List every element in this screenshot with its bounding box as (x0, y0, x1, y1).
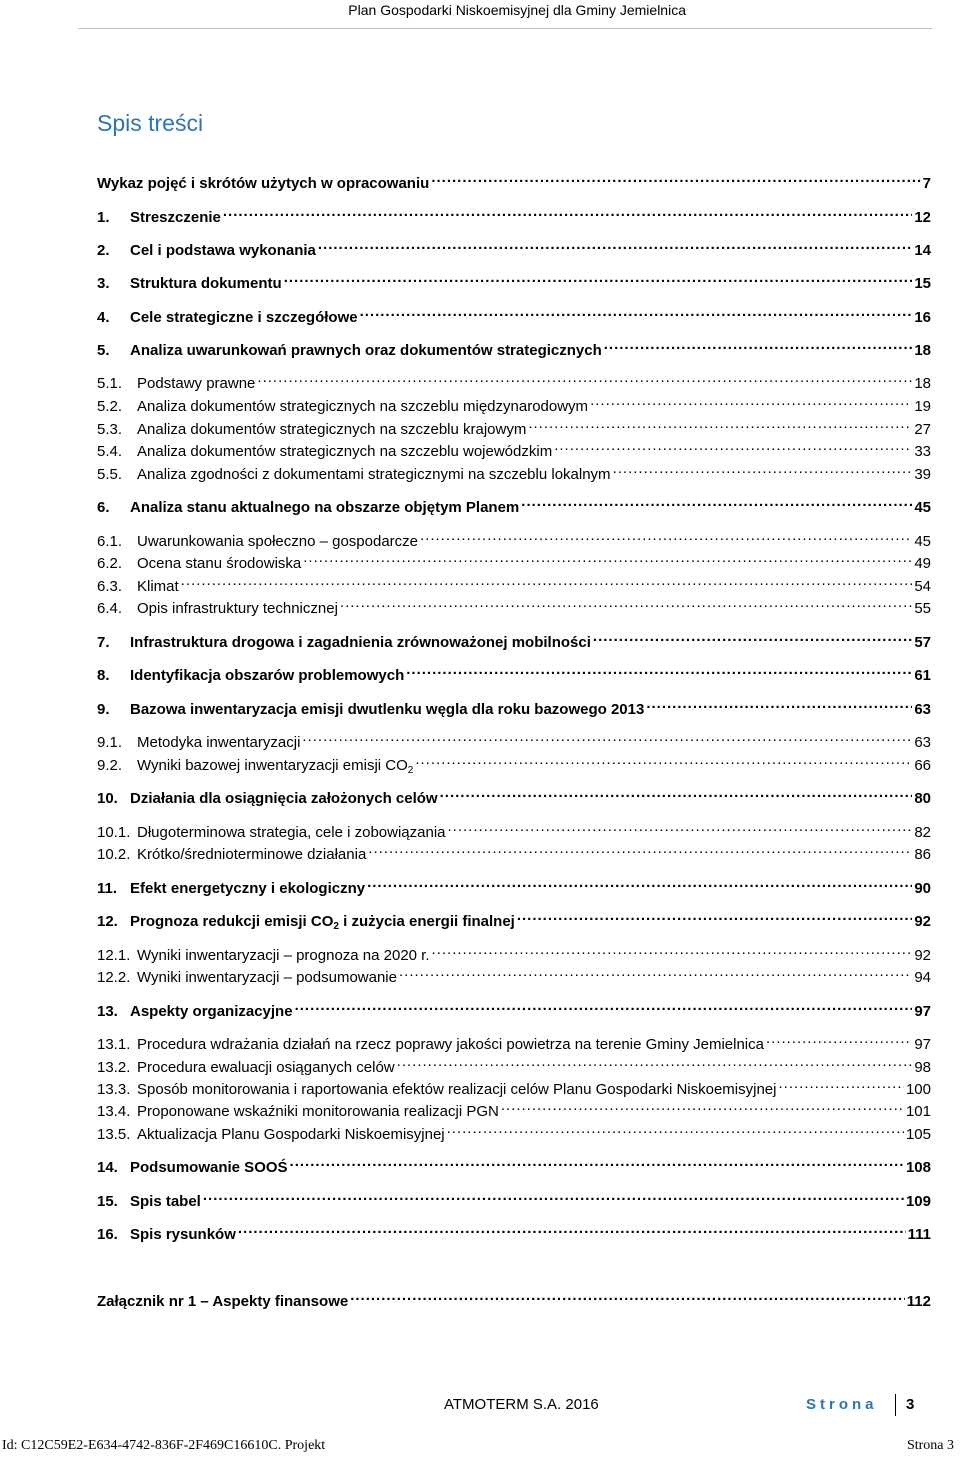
toc-entry-label (130, 912, 515, 932)
toc-entry-page: 18 (914, 375, 931, 392)
toc-dot-leader (778, 1074, 903, 1094)
toc-entry-number: 5. (97, 342, 110, 359)
toc-entry[interactable] (97, 492, 931, 516)
toc-entry-label (130, 498, 519, 518)
toc-entry-number: 5.3. (97, 421, 123, 438)
toc-entry-number: 7. (97, 634, 110, 651)
toc-entry[interactable] (97, 750, 931, 776)
toc-entry[interactable] (97, 996, 931, 1020)
toc-entry-number: 10.1. (97, 824, 131, 841)
toc-entry-page: 80 (914, 790, 931, 807)
toc-entry-label-text: Spis rysunków (130, 1226, 236, 1243)
toc-entry-label-suffix: i zużycia energii finalnej (338, 913, 515, 930)
toc-entry-number: 3. (97, 275, 110, 292)
toc-entry-number: 11. (97, 880, 118, 897)
toc-entry-label-text: Analiza zgodności z dokumentami strategicznymi na szczeblu lokalnym (137, 466, 611, 483)
toc-dot-leader (604, 335, 913, 355)
toc-dot-leader (284, 268, 913, 288)
toc-entry-label-text: Ocena stanu środowiska (137, 555, 302, 572)
toc-entry-number: 5.4. (97, 443, 123, 460)
toc-entry-label (130, 341, 602, 361)
toc-entry[interactable] (97, 526, 931, 550)
toc-entry[interactable] (97, 1186, 931, 1210)
toc-entry-label-text: Infrastruktura drogowa i zagadnienia zrównoważonej mobilności (130, 634, 591, 651)
toc-entry[interactable] (97, 627, 931, 651)
toc-dot-leader (367, 873, 912, 893)
toc-entry-number: 9. (97, 701, 110, 718)
toc-entry-label-text: Działania dla osiągnięcia założonych celów (130, 790, 438, 807)
toc-entry-page: 15 (914, 275, 931, 292)
toc-entry-number: 15. (97, 1193, 118, 1210)
toc-entry-label (137, 1125, 445, 1145)
toc-entry-label-text: Opis infrastruktury technicznej (137, 600, 338, 617)
toc-entry-number: 6. (97, 499, 110, 516)
toc-entry-page: 19 (914, 398, 931, 415)
toc-entry-page: 39 (914, 466, 931, 483)
toc-dot-leader (431, 168, 920, 188)
toc-entry-label-text: Analiza dokumentów strategicznych na szczeblu wojewódzkim (137, 443, 553, 460)
toc-entry-page: 55 (914, 600, 931, 617)
toc-entry-label (130, 700, 644, 720)
toc-entry[interactable] (97, 1119, 931, 1143)
toc-entry-label-text: Załącznik nr 1 – Aspekty finansowe (97, 1293, 349, 1310)
toc-entry-label-text: Podsumowanie SOOŚ (130, 1159, 288, 1176)
toc-entry-label-text: Analiza uwarunkowań prawnych oraz dokumentów strategicznych (130, 342, 602, 359)
toc-entry-label-text: Spis tabel (130, 1193, 201, 1210)
toc-entry-label (137, 845, 366, 865)
toc-entry-number: 6.3. (97, 578, 123, 595)
toc-entry[interactable] (97, 548, 931, 572)
toc-entry[interactable] (97, 660, 931, 684)
toc-entry-number: 13.4. (97, 1103, 131, 1120)
toc-entry[interactable] (97, 906, 931, 932)
page-indicator: Strona 3 (906, 1438, 954, 1453)
toc-entry-label-text: Procedura ewaluacji osiąganych celów (137, 1059, 395, 1076)
toc-dot-leader (590, 391, 912, 411)
toc-entry-number: 14. (97, 1159, 118, 1176)
toc-entry-label (130, 879, 365, 899)
toc-entry-label-text: Aspekty organizacyjne (130, 1003, 293, 1020)
toc-entry-label-text: Długoterminowa strategia, cele i zobowiązania (137, 824, 446, 841)
toc-entry-label (137, 465, 611, 485)
toc-entry-number: 4. (97, 309, 110, 326)
toc-entry-number: 1. (97, 209, 110, 226)
toc-entry-label (130, 1225, 236, 1245)
toc-entry-page: 105 (905, 1126, 931, 1143)
toc-dot-leader (303, 548, 912, 568)
toc-entry[interactable] (97, 168, 931, 192)
toc-entry-page: 94 (914, 969, 931, 986)
toc-entry-page: 49 (914, 555, 931, 572)
toc-entry[interactable] (97, 235, 931, 259)
document-id: Id: C12C59E2-E634-4742-836F-2F469C16610C. Projekt (2, 1438, 326, 1453)
toc-entry[interactable] (97, 783, 931, 807)
toc-dot-leader (593, 627, 912, 647)
toc-dot-leader (368, 839, 912, 859)
toc-entry-label (130, 666, 404, 686)
toc-entry-label (130, 274, 282, 294)
toc-entry-label (137, 968, 397, 988)
toc-entry-label (137, 599, 338, 619)
toc-entry-label-text: Wyniki inwentaryzacji – prognoza na 2020 r. (137, 947, 430, 964)
toc-dot-leader (238, 1219, 906, 1239)
toc-entry[interactable] (97, 268, 931, 292)
toc-entry-page: 112 (906, 1293, 931, 1310)
toc-entry-label-text: Metodyka inwentaryzacji (137, 734, 301, 751)
toc-entry-label-text: Wyniki inwentaryzacji – podsumowanie (137, 969, 397, 986)
toc-entry[interactable] (97, 1029, 931, 1053)
toc-entry-page: 63 (914, 701, 931, 718)
toc-entry[interactable] (97, 571, 931, 595)
toc-entry[interactable] (97, 940, 931, 964)
toc-entry[interactable] (97, 1052, 931, 1076)
toc-entry-label-text: Proponowane wskaźniki monitorowania realizacji PGN (137, 1103, 499, 1120)
toc-dot-leader (203, 1186, 904, 1206)
toc-entry-page: 54 (914, 578, 931, 595)
toc-entry-page: 90 (914, 880, 931, 897)
toc-entry-page: 7 (922, 175, 931, 192)
toc-entry-number: 8. (97, 667, 110, 684)
toc-entry-label-text: Aktualizacja Planu Gospodarki Niskoemisyjnej (137, 1126, 445, 1143)
toc-entry-label-text: Streszczenie (130, 209, 221, 226)
toc-dot-leader (415, 750, 912, 770)
toc-dot-leader (646, 694, 912, 714)
toc-entry-number: 5.2. (97, 398, 123, 415)
toc-entry-label-text: Krótko/średnioterminowe działania (137, 846, 367, 863)
toc-dot-leader (302, 727, 912, 747)
toc-dot-leader (447, 1119, 904, 1139)
toc-dot-leader (613, 459, 913, 479)
toc-entry[interactable] (97, 962, 931, 986)
toc-entry-page: 45 (914, 533, 931, 550)
toc-entry-page: 92 (914, 913, 931, 930)
toc-entry-page: 98 (914, 1059, 931, 1076)
toc-dot-leader (766, 1029, 912, 1049)
toc-entry-page: 66 (914, 757, 931, 774)
toc-entry-label (137, 756, 413, 776)
toc-entry-page: 63 (914, 734, 931, 751)
toc-entry-label-text: Analiza dokumentów strategicznych na szczeblu międzynarodowym (137, 398, 589, 415)
toc-entry-page: 33 (914, 443, 931, 460)
toc-entry-label (97, 1292, 348, 1312)
footer-separator (895, 1394, 896, 1416)
toc-entry-label (97, 174, 429, 194)
toc-entry-label-text: Sposób monitorowania i raportowania efektów realizacji celów Planu Gospodarki Niskoemisyjnej (137, 1081, 777, 1098)
toc-entry-page: 82 (914, 824, 931, 841)
toc-entry-number: 16. (97, 1226, 118, 1243)
toc-entry[interactable] (97, 368, 931, 392)
toc-entry-number: 13. (97, 1003, 118, 1020)
toc-dot-leader (340, 593, 912, 613)
toc-entry[interactable] (97, 391, 931, 415)
toc-entry-number: 6.1. (97, 533, 123, 550)
toc-entry-number: 10.2. (97, 846, 131, 863)
toc-entry-page: 57 (914, 634, 931, 651)
toc-entry-label-text: Uwarunkowania społeczno – gospodarcze (137, 533, 419, 550)
toc-entry-page: 27 (914, 421, 931, 438)
toc-entry-number: 5.5. (97, 466, 123, 483)
toc-dot-leader (399, 962, 912, 982)
toc-entry[interactable] (97, 873, 931, 897)
toc-entry[interactable] (97, 1074, 931, 1098)
toc-dot-leader (295, 996, 913, 1016)
toc-entry[interactable] (97, 727, 931, 751)
toc-entry[interactable] (97, 1096, 931, 1120)
toc-entry-number: 9.2. (97, 757, 123, 774)
toc-entry[interactable] (97, 694, 931, 718)
toc-dot-leader (318, 235, 912, 255)
toc-entry-label-text: Analiza stanu aktualnego na obszarze objętym Planem (130, 499, 520, 516)
toc-dot-leader (397, 1052, 913, 1072)
toc-entry-number: 12.2. (97, 969, 131, 986)
toc-entry-number: 9.1. (97, 734, 123, 751)
toc-entry-label (130, 633, 591, 653)
toc-entry-label-text: Bazowa inwentaryzacja emisji dwutlenku węgla dla roku bazowego 2013 (130, 701, 645, 718)
toc-entry-page: 109 (905, 1193, 931, 1210)
toc-dot-leader (290, 1152, 904, 1172)
toc-entry[interactable] (97, 335, 931, 359)
toc-dot-leader (554, 436, 912, 456)
footer-page-number: 3 (906, 1396, 915, 1413)
toc-entry-number: 13.5. (97, 1126, 131, 1143)
toc-entry-number: 13.1. (97, 1036, 131, 1053)
toc-entry[interactable] (97, 1152, 931, 1176)
header-title: Plan Gospodarki Niskoemisyjnej dla Gminy Jemielnica (348, 2, 686, 18)
toc-entry-label-text: Struktura dokumentu (130, 275, 282, 292)
toc-dot-leader (501, 1096, 904, 1116)
toc-entry-number: 12.1. (97, 947, 131, 964)
toc-entry-label-text: Identyfikacja obszarów problemowych (130, 667, 405, 684)
toc-entry-label (130, 1158, 288, 1178)
toc-entry[interactable] (97, 839, 931, 863)
toc-entry-number: 13.2. (97, 1059, 131, 1076)
toc-entry[interactable] (97, 817, 931, 841)
toc-entry[interactable] (97, 302, 931, 326)
toc-dot-leader (406, 660, 912, 680)
toc-entry-label (130, 1192, 201, 1212)
toc-entry-label-text: Cele strategiczne i szczegółowe (130, 309, 358, 326)
toc-entry-page: 108 (905, 1159, 931, 1176)
header-divider (78, 28, 932, 29)
toc-entry-number: 2. (97, 242, 110, 259)
toc-dot-leader (350, 1286, 905, 1306)
toc-entry-page: 101 (905, 1103, 931, 1120)
toc-entry-label-text: Wyniki bazowej inwentaryzacji emisji CO (137, 757, 408, 774)
toc-entry-label-text: Efekt energetyczny i ekologiczny (130, 880, 366, 897)
toc-entry-number: 6.2. (97, 555, 123, 572)
page-header (0, 0, 960, 28)
toc-entry-number: 5.1. (97, 375, 123, 392)
toc-entry-number: 12. (97, 913, 118, 930)
toc-entry-number: 10. (97, 790, 118, 807)
toc-dot-leader (432, 940, 913, 960)
toc-dot-leader (517, 906, 912, 926)
toc-entry-label (130, 1002, 293, 1022)
toc-dot-leader (440, 783, 913, 803)
toc-entry-page: 86 (914, 846, 931, 863)
toc-title: Spis treści (97, 110, 204, 136)
toc-entry-page: 111 (907, 1226, 931, 1243)
toc-entry-label-text: Wykaz pojęć i skrótów użytych w opracowaniu (97, 175, 430, 192)
toc-dot-leader (360, 302, 913, 322)
toc-entry-page: 100 (905, 1081, 931, 1098)
toc-entry-number: 6.4. (97, 600, 123, 617)
toc-entry[interactable] (97, 1219, 931, 1243)
toc-entry[interactable] (97, 414, 931, 438)
toc-entry-page: 97 (914, 1036, 931, 1053)
toc-entry-page: 97 (914, 1003, 931, 1020)
footer-company: ATMOTERM S.A. 2016 (444, 1396, 599, 1413)
toc-entry-page: 16 (914, 309, 931, 326)
toc-entry-label-text: Analiza dokumentów strategicznych na szczeblu krajowym (137, 421, 527, 438)
toc-dot-leader (528, 414, 912, 434)
toc-entry-label-text: Klimat (137, 578, 179, 595)
toc-dot-leader (420, 526, 912, 546)
toc-entry-page: 18 (914, 342, 931, 359)
toc-entry-label-text: Prognoza redukcji emisji CO (130, 913, 334, 930)
toc-entry[interactable] (97, 202, 931, 226)
toc-entry-label (130, 789, 438, 809)
toc-entry-page: 14 (914, 242, 931, 259)
toc-entry-subscript: 2 (407, 765, 414, 776)
toc-dot-leader (181, 571, 913, 591)
toc-entry-label-text: Procedura wdrażania działań na rzecz poprawy jakości powietrza na terenie Gminy Jemielnica (137, 1036, 764, 1053)
toc-entry[interactable] (97, 593, 931, 617)
toc-entry-number: 13.3. (97, 1081, 131, 1098)
toc-entry-page: 92 (914, 947, 931, 964)
toc-entry-label (130, 308, 358, 328)
toc-dot-leader (257, 368, 912, 388)
toc-dot-leader (448, 817, 913, 837)
toc-entry-page: 45 (914, 499, 931, 516)
toc-entry-subscript: 2 (333, 921, 339, 932)
toc-entry[interactable] (97, 459, 931, 483)
footer-strona-label: Strona (806, 1396, 878, 1413)
toc-entry-label-text: Cel i podstawa wykonania (130, 242, 316, 259)
toc-entry-page: 12 (914, 209, 931, 226)
toc-entry-label-text: Podstawy prawne (137, 375, 256, 392)
toc-entry-label (130, 208, 221, 228)
toc-dot-leader (521, 492, 912, 512)
toc-dot-leader (223, 202, 912, 222)
toc-entry[interactable] (97, 436, 931, 460)
toc-entry-label (130, 241, 316, 261)
toc-entry[interactable] (97, 1286, 931, 1310)
toc-entry-page: 61 (914, 667, 931, 684)
